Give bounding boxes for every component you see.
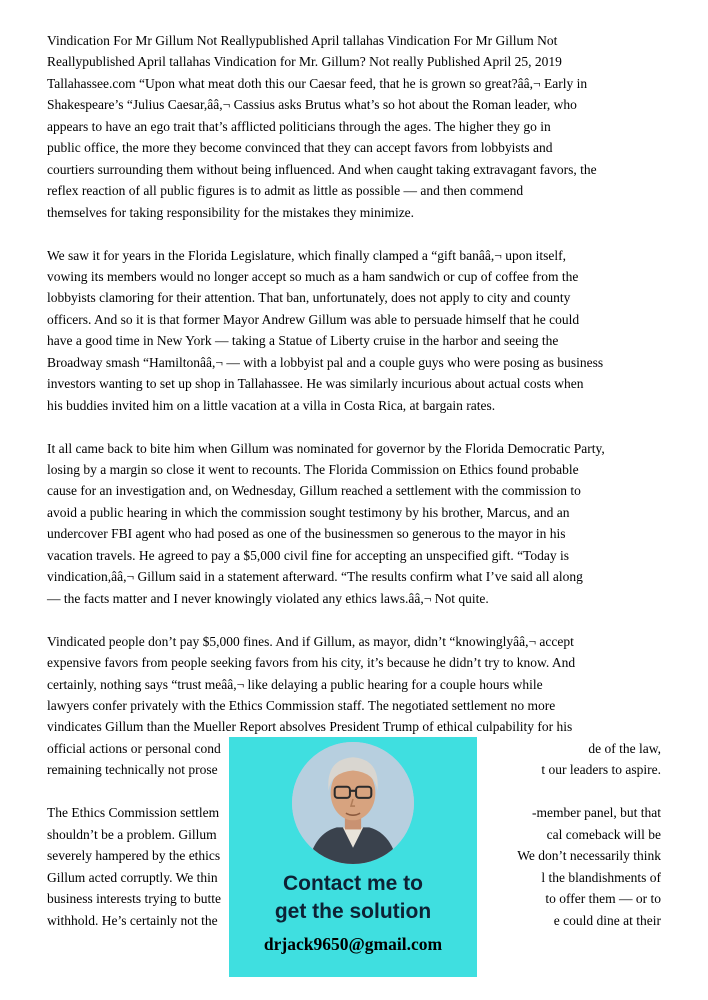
text-line: have a good time in New York — taking a Statue of Liberty cruise in the harbor and seeing the bbox=[47, 333, 559, 349]
text-line: reflex reaction of all public figures is to admit as little as possible — and then commend bbox=[47, 183, 524, 199]
text-fragment-right: cal comeback will be bbox=[546, 826, 661, 842]
text-fragment-left: remaining technically not prose bbox=[47, 762, 218, 778]
text-fragment-left: The Ethics Commission settlem bbox=[47, 805, 220, 821]
text-fragment-left: shouldn’t be a problem. Gillum bbox=[47, 826, 217, 842]
text-fragment-left: withhold. He’s certainly not the bbox=[47, 912, 218, 928]
overlay-heading bbox=[275, 870, 431, 926]
text-fragment-left: official actions or personal cond bbox=[47, 740, 221, 756]
text-line: Vindicated people don’t pay $5,000 fines. And if Gillum, as mayor, didn’t “knowinglyââ,¬ accept bbox=[47, 633, 574, 649]
text-line: We saw it for years in the Florida Legislature, which finally clamped a “gift banââ,¬ upon itself, bbox=[47, 247, 566, 263]
email-address[interactable]: drjack9650@gmail.com bbox=[263, 934, 443, 954]
text-line: courtiers surrounding them without being influenced. And when caught taking extravagant favors, the bbox=[47, 161, 597, 177]
text-line: vindication,ââ,¬ Gillum said in a statement afterward. “The results confirm what I’ve said all along bbox=[47, 569, 583, 585]
text-fragment-right: -member panel, but that bbox=[532, 805, 661, 821]
text-fragment-right: de of the law, bbox=[588, 740, 661, 756]
text-line: investors wanting to set up shop in Tallahassee. He was similarly incurious about actual costs when bbox=[47, 376, 584, 392]
text-fragment-left: Gillum acted corruptly. We thin bbox=[47, 869, 218, 885]
paragraph bbox=[47, 438, 661, 610]
text-line: vindicates Gillum than the Mueller Report absolves President Trump of ethical culpability for his bbox=[47, 719, 573, 735]
text-line: Tallahassee.com “Upon what meat doth this our Caesar feed, that he is grown so great?ââ,¬ Early in bbox=[47, 75, 588, 91]
text-line: — the facts matter and I never knowingly violated any ethics laws.ââ,¬ Not quite. bbox=[47, 590, 489, 606]
text-fragment-right: t our leaders to aspire. bbox=[541, 762, 661, 778]
portrait-photo bbox=[292, 742, 414, 864]
text-fragment-left: severely hampered by the ethics bbox=[47, 848, 221, 864]
text-fragment-left: business interests trying to butte bbox=[47, 891, 221, 907]
text-line: officers. And so it is that former Mayor Andrew Gillum was able to persuade himself that he could bbox=[47, 311, 580, 327]
overlay-heading-line1: Contact me to bbox=[282, 872, 423, 895]
text-fragment-right: l the blandishments of bbox=[541, 869, 661, 885]
man-portrait-illustration bbox=[292, 742, 414, 864]
text-line: lawyers confer privately with the Ethics Commission staff. The negotiated settlement no more bbox=[47, 698, 556, 713]
paragraph bbox=[47, 30, 661, 223]
text-line: losing by a margin so close it went to recounts. The Florida Commission on Ethics found probable bbox=[47, 462, 579, 478]
text-line: Reallypublished April tallahas Vindication for Mr. Gillum? Not really Published April 25, 2019 bbox=[47, 54, 562, 70]
text-line: expensive favors from people seeking favors from his city, it’s because he didn’t try to know. And bbox=[47, 655, 576, 671]
text-line: It all came back to bite him when Gillum was nominated for governor by the Florida Democratic Party, bbox=[47, 440, 605, 456]
text-line: vacation travels. He agreed to pay a $5,000 civil fine for accepting an unspecified gift. “Today is bbox=[47, 547, 569, 563]
text-fragment-right: to offer them — or to bbox=[545, 891, 661, 907]
text-line: cause for an investigation and, on Wednesday, Gillum reached a settlement with the commission to bbox=[47, 483, 581, 499]
text-line: lobbyists clamoring for their attention. That ban, unfortunately, does not apply to city and county bbox=[47, 290, 571, 306]
contact-overlay bbox=[229, 737, 477, 977]
overlay-heading-line2: get the solution bbox=[274, 900, 432, 923]
text-line: Shakespeare’s “Julius Caesar,ââ,¬ Cassius asks Brutus what’s so hot about the Roman leader, who bbox=[47, 97, 577, 113]
paragraph bbox=[47, 245, 661, 417]
text-line: undercover FBI agent who had posed as one of the businessmen so generous to the mayor in his bbox=[47, 526, 566, 542]
text-line: his buddies invited him on a little vacation at a villa in Costa Rica, at bargain rates. bbox=[47, 397, 496, 413]
text-line: vowing its members would no longer accept so much as a ham sandwich or cup of coffee from the bbox=[47, 268, 579, 284]
text-line: themselves for taking responsibility for the mistakes they minimize. bbox=[47, 204, 415, 220]
text-line: public office, the more they become convinced that they can accept favors from lobbyists and bbox=[47, 140, 553, 156]
text-fragment-right: We don’t necessarily think bbox=[517, 848, 661, 864]
text-fragment-right: e could dine at their bbox=[553, 912, 661, 928]
text-line: Broadway smash “Hamiltonââ,¬ — with a lobbyist pal and a couple guys who were posing as business bbox=[47, 354, 604, 370]
text-line: appears to have an ego trait that’s afflicted politicians through the ages. The higher they go in bbox=[47, 118, 551, 134]
text-line: certainly, nothing says “trust meââ,¬ like delaying a public hearing for a couple hours while bbox=[47, 676, 543, 692]
text-line: Vindication For Mr Gillum Not Reallypublished April tallahas Vindication For Mr Gillum Not bbox=[47, 33, 558, 48]
text-line: avoid a public hearing in which the commission sought testimony by his brother, Marcus, and an bbox=[47, 504, 570, 520]
